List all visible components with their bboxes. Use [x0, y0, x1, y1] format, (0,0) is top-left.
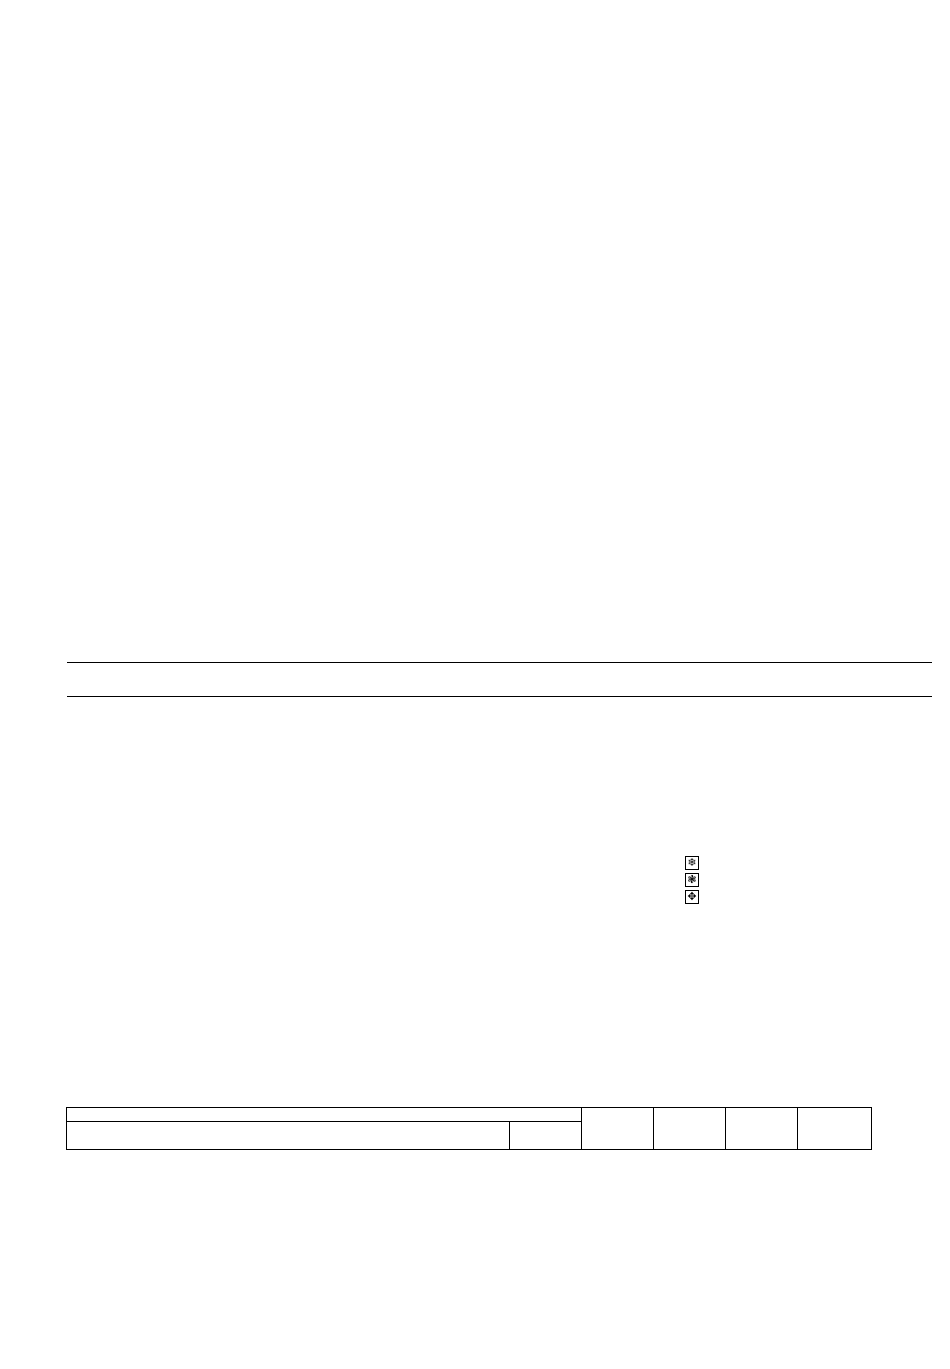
table-header-cell: [510, 1122, 582, 1150]
table-header-cell: [798, 1108, 872, 1150]
table-header-cell: [726, 1108, 798, 1150]
separator-rule: [67, 696, 932, 697]
separator-rule: [67, 662, 932, 663]
icon-legend: [685, 856, 701, 907]
table-header-cell: [67, 1108, 582, 1122]
snowflake-droplets-icon: ❃: [685, 873, 699, 887]
snowflake-icon: ❄: [685, 856, 699, 870]
table-header-cell: [582, 1108, 654, 1150]
move-arrows-icon: ✥: [685, 890, 699, 904]
table-header-cell: [67, 1122, 510, 1150]
table-header-cell: [654, 1108, 726, 1150]
bottom-table: [66, 1107, 872, 1150]
